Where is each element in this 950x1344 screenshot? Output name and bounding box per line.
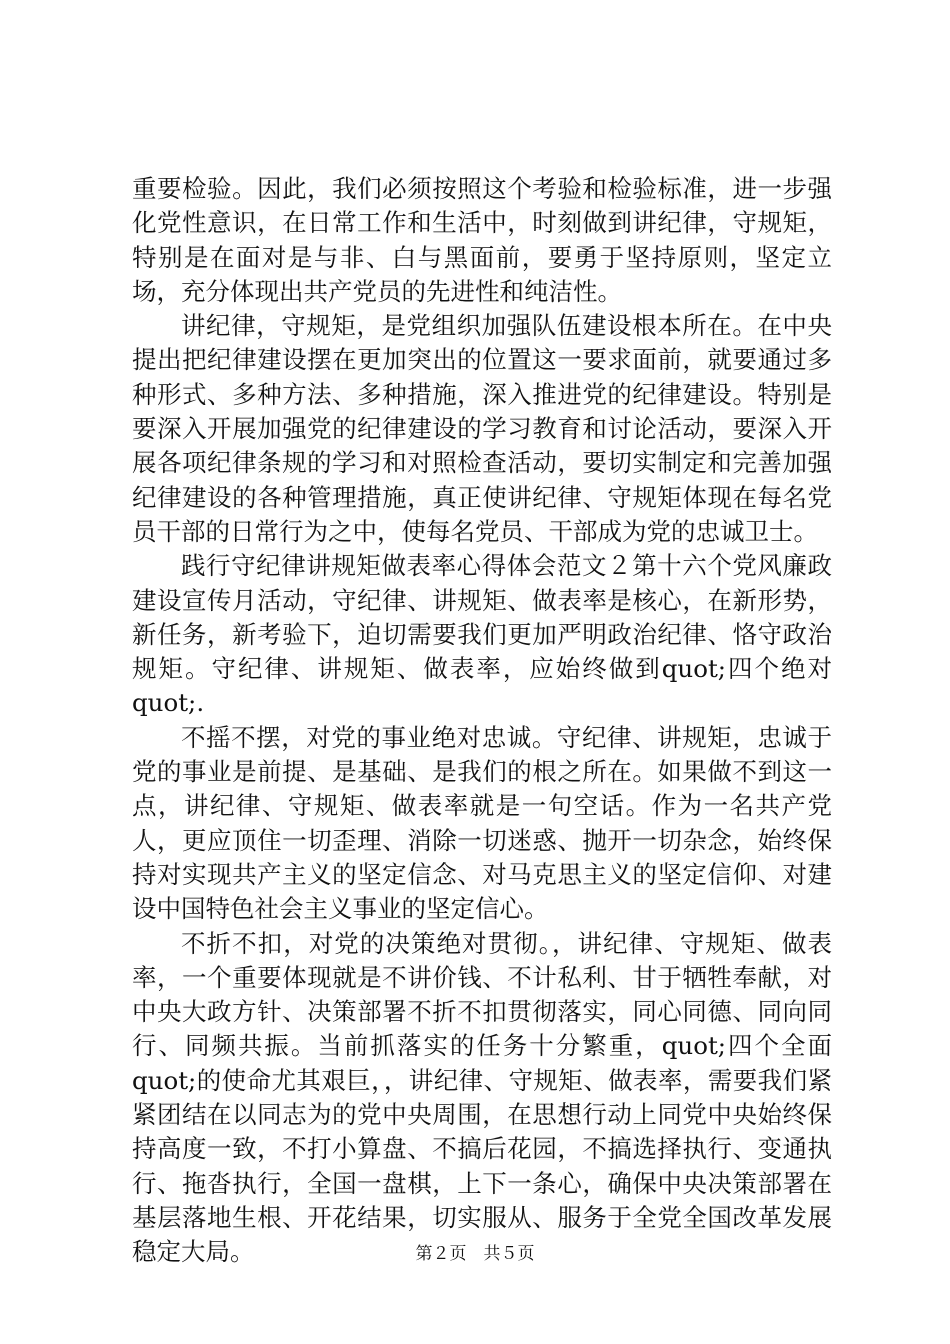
page-number-footer: 第２页 共５页 [415,1244,535,1264]
paragraph-continuation: 重要检验。因此，我们必须按照这个考验和检验标准，进一步强化党性意识，在日常工作和生活中，时刻做到讲纪律，守规矩，特别是在面对是与非、白与黑面前，要勇于坚持原则，坚定立场，充分体现出共产党员的先进性和纯洁性。 [132,174,832,306]
paragraph-sample-essay-intro: 践行守纪律讲规矩做表率心得体会范文２第十六个党风廉政建设宣传月活动，守纪律、讲规矩、做表率是核心，在新形势，新任务，新考验下，迫切需要我们更加严明政治纪律、恪守政治规矩。守纪律、讲规矩、做表率，应始终做到quot;四个绝对quot;. [132,551,832,718]
paragraph-discipline-building: 讲纪律，守规矩，是党组织加强队伍建设根本所在。在中央提出把纪律建设摆在更加突出的位置这一要求面前，就要通过多种形式、多种方法、多种措施，深入推进党的纪律建设。特别是要深入开展加强党的纪律建设的学习教育和讨论活动，要深入开展各项纪律条规的学习和对照检查活动，要切实制定和完善加强纪律建设的各种管理措施，真正使讲纪律、守规矩体现在每名党员干部的日常行为之中，使每名党员、干部成为党的忠诚卫士。 [132,311,832,546]
paragraph-absolute-loyalty: 不摇不摆，对党的事业绝对忠诚。守纪律、讲规矩，忠诚于党的事业是前提、是基础、是我们的根之所在。如果做不到这一点，讲纪律、守规矩、做表率就是一句空话。作为一名共产党人，更应顶住一切歪理、消除一切迷惑、抛开一切杂念，始终保持对实现共产主义的坚定信念、对马克思主义的坚定信仰、对建设中国特色社会主义事业的坚定信心。 [132,722,832,924]
document-body [132,172,832,1270]
paragraph-absolute-implementation: 不折不扣，对党的决策绝对贯彻。，讲纪律、守规矩、做表率，一个重要体现就是不讲价钱、不计私利、甘于牺牲奉献，对中央大政方针、决策部署不折不扣贯彻落实，同心同德、同向同行、同频共振。当前抓落实的任务十分繁重，quot;四个全面quot;的使命尤其艰巨，，讲纪律、守规矩、做表率，需要我们紧紧团结在以同志为的党中央周围，在思想行动上同党中央始终保持高度一致，不打小算盘、不搞后花园，不搞选择执行、变通执行、拖沓执行，全国一盘棋，上下一条心，确保中央决策部署在基层落地生根、开花结果，切实服从、服务于全党全国改革发展稳定大局。 [132,928,832,1267]
